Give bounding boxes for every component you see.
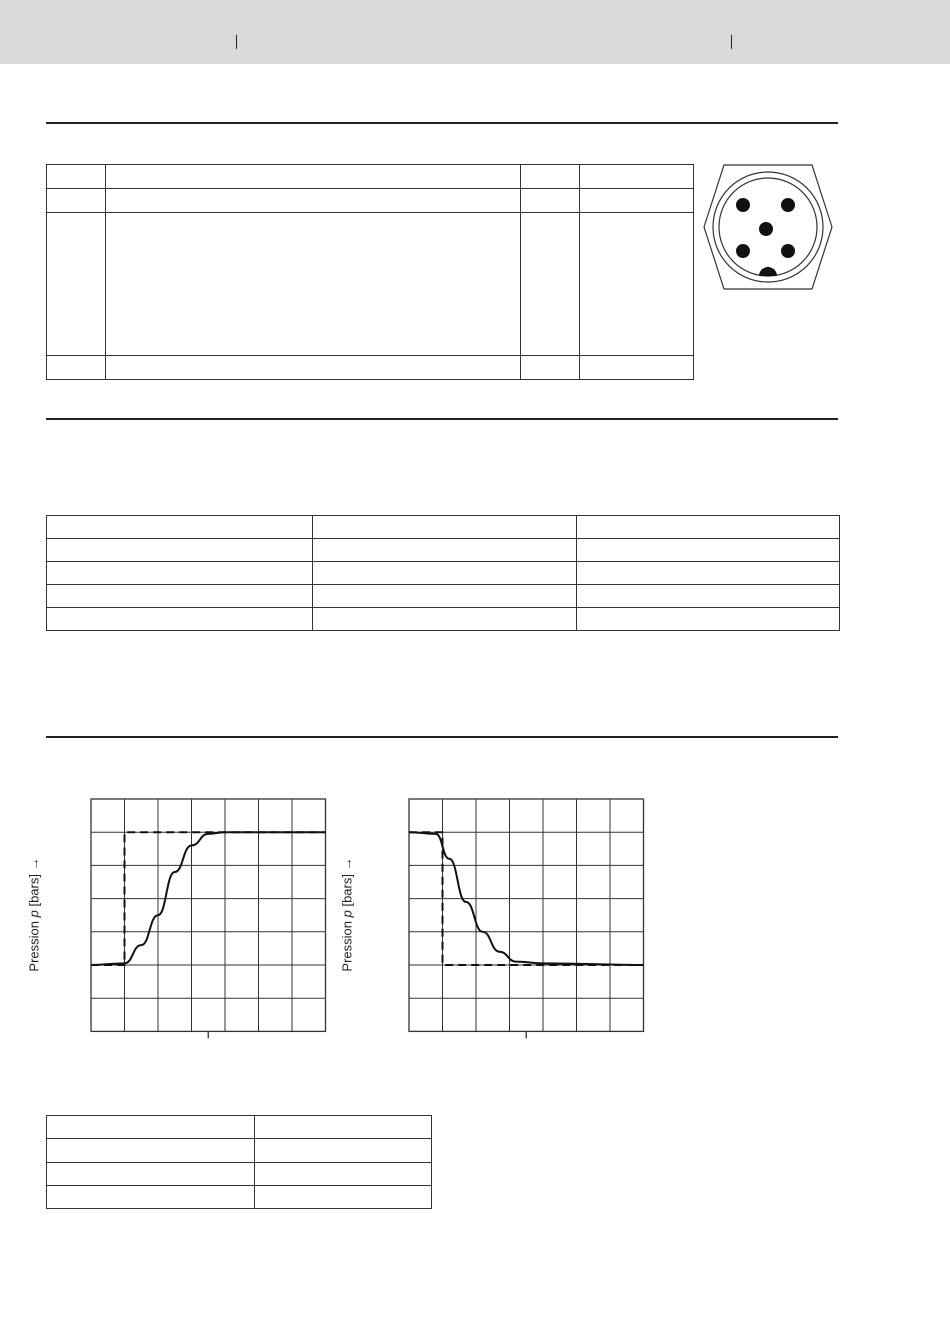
chart-1-ylabel: Pression p [bars] → bbox=[26, 857, 42, 972]
table-row bbox=[47, 356, 694, 380]
connector-pinout-diagram bbox=[702, 163, 834, 291]
specifications-table bbox=[46, 515, 840, 631]
section-rule-1 bbox=[46, 122, 838, 124]
chart-2-ylabel: Pression p [bars] → bbox=[339, 857, 355, 972]
pressure-drop-chart bbox=[402, 790, 652, 1050]
table-row bbox=[47, 189, 694, 213]
response-time-table bbox=[46, 1115, 432, 1209]
table-row bbox=[47, 1139, 432, 1162]
header-separator-left bbox=[236, 35, 237, 49]
table-row bbox=[47, 608, 840, 631]
connector-pin bbox=[736, 244, 750, 258]
connector-pin bbox=[759, 222, 773, 236]
page-header-band bbox=[0, 0, 950, 64]
table-row bbox=[47, 213, 694, 356]
table-row bbox=[47, 165, 694, 189]
table-row bbox=[47, 1116, 432, 1139]
connector-pin bbox=[781, 198, 795, 212]
connector-pin bbox=[736, 198, 750, 212]
table-row bbox=[47, 1162, 432, 1185]
connector-pin bbox=[759, 267, 777, 276]
header-separator-right bbox=[731, 35, 732, 49]
pin-assignment-table bbox=[46, 164, 694, 380]
pressure-rise-chart bbox=[84, 790, 334, 1050]
table-row bbox=[47, 562, 840, 585]
table-row bbox=[47, 1185, 432, 1208]
section-rule-2 bbox=[46, 418, 838, 420]
section-rule-3 bbox=[46, 736, 838, 738]
table-row bbox=[47, 585, 840, 608]
connector-pin bbox=[781, 244, 795, 258]
plot-frame bbox=[409, 799, 644, 1031]
table-row bbox=[47, 516, 840, 539]
table-row bbox=[47, 539, 840, 562]
